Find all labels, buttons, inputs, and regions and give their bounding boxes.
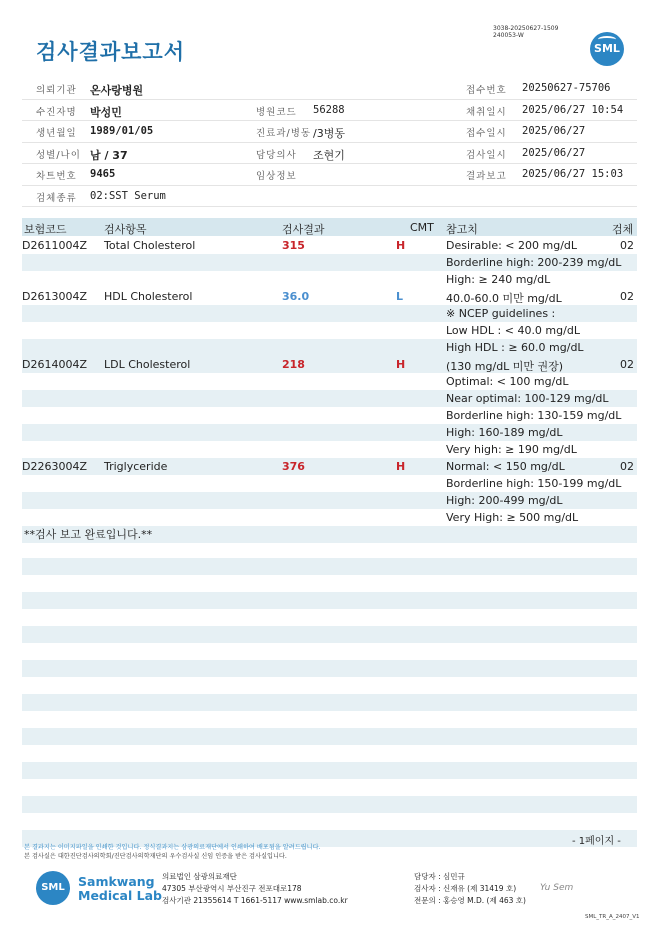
result-item: Total Cholesterol: [104, 239, 196, 252]
result-specimen: 02: [620, 239, 634, 252]
empty-row: [22, 626, 637, 643]
table-row: [22, 356, 637, 373]
footer-staff: [414, 871, 526, 907]
empty-row: [22, 592, 637, 609]
brand-line-1: Samkwang: [78, 874, 155, 889]
dob-label: 생년월일: [36, 128, 77, 139]
table-row: [22, 492, 637, 509]
result-reference: High: ≥ 240 mg/dL: [446, 273, 551, 286]
table-row: [22, 424, 637, 441]
header-ref: 참고치: [446, 223, 478, 236]
address-line-1: 의료법인 삼광의료재단: [162, 872, 237, 881]
header-cmt: CMT: [410, 221, 434, 234]
empty-row: [22, 660, 637, 677]
results-header: [22, 218, 637, 236]
result-reference: Optimal: < 100 mg/dL: [446, 375, 569, 388]
document-id-line2: 240053-W: [493, 32, 524, 39]
header-code: 보험코드: [24, 223, 67, 236]
table-row: [22, 390, 637, 407]
document-id-line1: 3038-20250627-1509: [493, 25, 559, 32]
result-flag: H: [396, 460, 406, 473]
dept-value: /3병동: [313, 127, 345, 140]
result-code: D2614004Z: [22, 358, 87, 371]
result-reference: Borderline high: 200-239 mg/dL: [446, 256, 622, 269]
result-flag: H: [396, 358, 406, 371]
report-value: 2025/06/27 15:03: [522, 168, 624, 180]
table-row: [22, 305, 637, 322]
result-reference: Near optimal: 100-129 mg/dL: [446, 392, 609, 405]
result-flag: L: [396, 290, 404, 303]
result-reference: Borderline high: 130-159 mg/dL: [446, 409, 622, 422]
result-value: 376: [282, 460, 305, 473]
hospital-code-label: 병원코드: [256, 106, 297, 118]
result-reference: Normal: < 150 mg/dL: [446, 460, 565, 473]
test-date-value: 2025/06/27: [522, 146, 586, 159]
dob-value: 1989/01/05: [90, 125, 154, 137]
result-reference: High HDL : ≥ 60.0 mg/dL: [446, 341, 584, 354]
collect-label: 채취일시: [466, 106, 507, 118]
report-label: 결과보고: [466, 171, 507, 182]
hospital-code-value: 56288: [313, 103, 345, 116]
document-id: [493, 25, 558, 39]
result-reference: ※ NCEP guidelines :: [446, 307, 556, 320]
result-item: LDL Cholesterol: [104, 358, 191, 371]
footer-address: [162, 871, 348, 907]
empty-row: [22, 762, 637, 779]
result-code: D2263004Z: [22, 460, 87, 473]
signature: Yu Sem: [540, 883, 574, 893]
result-specimen: 02: [620, 290, 634, 303]
footer-note-2: 본 검사실은 대한진단검사의학회/진단검사의학재단의 우수검사실 신임 인증을 받은 검사실입니다.: [24, 853, 287, 860]
receipt-no-value: 20250627-75706: [522, 82, 611, 94]
receipt-date-value: 2025/06/27: [522, 125, 586, 137]
result-item: Triglyceride: [104, 460, 168, 473]
brand-name: [78, 875, 162, 903]
result-code: D2611004Z: [22, 239, 87, 252]
sml-footer-logo-icon: SML: [36, 871, 70, 905]
table-row: [22, 254, 637, 271]
result-reference: Borderline high: 150-199 mg/dL: [446, 477, 622, 490]
empty-row: [22, 558, 637, 575]
info-row-4: [22, 143, 637, 165]
doctor-label: 담당의사: [256, 149, 297, 161]
report-title: 검사결과보고서: [36, 40, 186, 64]
results-table: [22, 237, 637, 543]
info-row-6: [22, 186, 637, 208]
receipt-date-label: 접수일시: [466, 128, 507, 139]
chart-label: 차트번호: [36, 171, 77, 182]
form-code: SML_TR_A_2407_V1: [585, 914, 640, 920]
result-item: HDL Cholesterol: [104, 290, 193, 303]
footer-note-1: 본 결과지는 이미지파일을 인쇄한 것입니다. 정식결과지는 삼광의료재단에서 인쇄하여 배포됨을 알려드립니다.: [24, 844, 321, 851]
receipt-no-label: 접수번호: [466, 85, 507, 96]
table-row: [22, 339, 637, 356]
staff-line-1: 담당자 : 심민규: [414, 872, 465, 881]
result-reference: Desirable: < 200 mg/dL: [446, 239, 578, 252]
empty-row: [22, 796, 637, 813]
patient-info: [22, 78, 637, 207]
table-row: [22, 475, 637, 492]
institution-label: 의뢰기관: [36, 85, 77, 96]
chart-value: 9465: [90, 168, 116, 180]
address-line-3: 검사기관 21355614 T 1661-5117 www.smlab.co.kr: [162, 896, 348, 905]
brand-line-2: Medical Lab: [78, 888, 162, 903]
result-reference: Very High: ≥ 500 mg/dL: [446, 511, 579, 524]
header-result: 검사결과: [282, 223, 325, 236]
result-specimen: 02: [620, 460, 634, 473]
staff-line-2: 검사자 : 신재유 (제 31419 호): [414, 884, 517, 893]
dept-label: 진료과/병동: [256, 128, 312, 139]
address-line-2: 47305 부산광역시 부산진구 전포대로178: [162, 884, 302, 893]
empty-row: [22, 728, 637, 745]
result-flag: H: [396, 239, 406, 252]
collect-value: 2025/06/27 10:54: [522, 103, 624, 116]
info-row-2: [22, 100, 637, 122]
info-row-3: [22, 121, 637, 143]
sex-age-label: 성별/나이: [36, 149, 81, 161]
table-row: [22, 441, 637, 458]
result-reference: 40.0-60.0 미만 mg/dL: [446, 292, 562, 305]
table-row: [22, 407, 637, 424]
sex-age-value: 남 / 37: [90, 148, 128, 162]
header-item: 검사항목: [104, 223, 147, 236]
info-row-1: [22, 78, 637, 100]
info-row-5: [22, 164, 637, 186]
result-reference: Low HDL : < 40.0 mg/dL: [446, 324, 580, 337]
clinical-label: 임상정보: [256, 171, 297, 182]
table-row: [22, 373, 637, 390]
result-reference: High: 200-499 mg/dL: [446, 494, 563, 507]
specimen-label: 검체종류: [36, 192, 77, 204]
staff-line-3: 전문의 : 홍승영 M.D. (제 463 호): [414, 896, 526, 905]
result-value: 36.0: [282, 290, 310, 303]
table-row: [22, 237, 637, 254]
doctor-value: 조현기: [313, 148, 345, 162]
specimen-value: 02:SST Serum: [90, 189, 166, 202]
test-date-label: 검사일시: [466, 149, 507, 161]
result-specimen: 02: [620, 358, 634, 371]
name-label: 수진자명: [36, 106, 77, 118]
table-row: [22, 288, 637, 305]
institution-value: 온사랑병원: [90, 84, 144, 97]
header-spec: 검체: [612, 223, 634, 236]
empty-row: [22, 694, 637, 711]
page-number: - 1페이지 -: [572, 836, 621, 847]
result-reference: (130 mg/dL 미만 권장): [446, 360, 564, 373]
result-value: 218: [282, 358, 305, 371]
result-code: D2613004Z: [22, 290, 87, 303]
table-row: [22, 271, 637, 288]
report-complete-text: **검사 보고 완료입니다.**: [24, 528, 153, 541]
table-row: [22, 458, 637, 475]
result-reference: Very high: ≥ 190 mg/dL: [446, 443, 577, 456]
sml-logo-icon: SML: [590, 32, 624, 66]
result-value: 315: [282, 239, 305, 252]
result-reference: High: 160-189 mg/dL: [446, 426, 563, 439]
table-row: [22, 322, 637, 339]
name-value: 박성민: [90, 105, 122, 119]
table-row: [22, 509, 637, 526]
